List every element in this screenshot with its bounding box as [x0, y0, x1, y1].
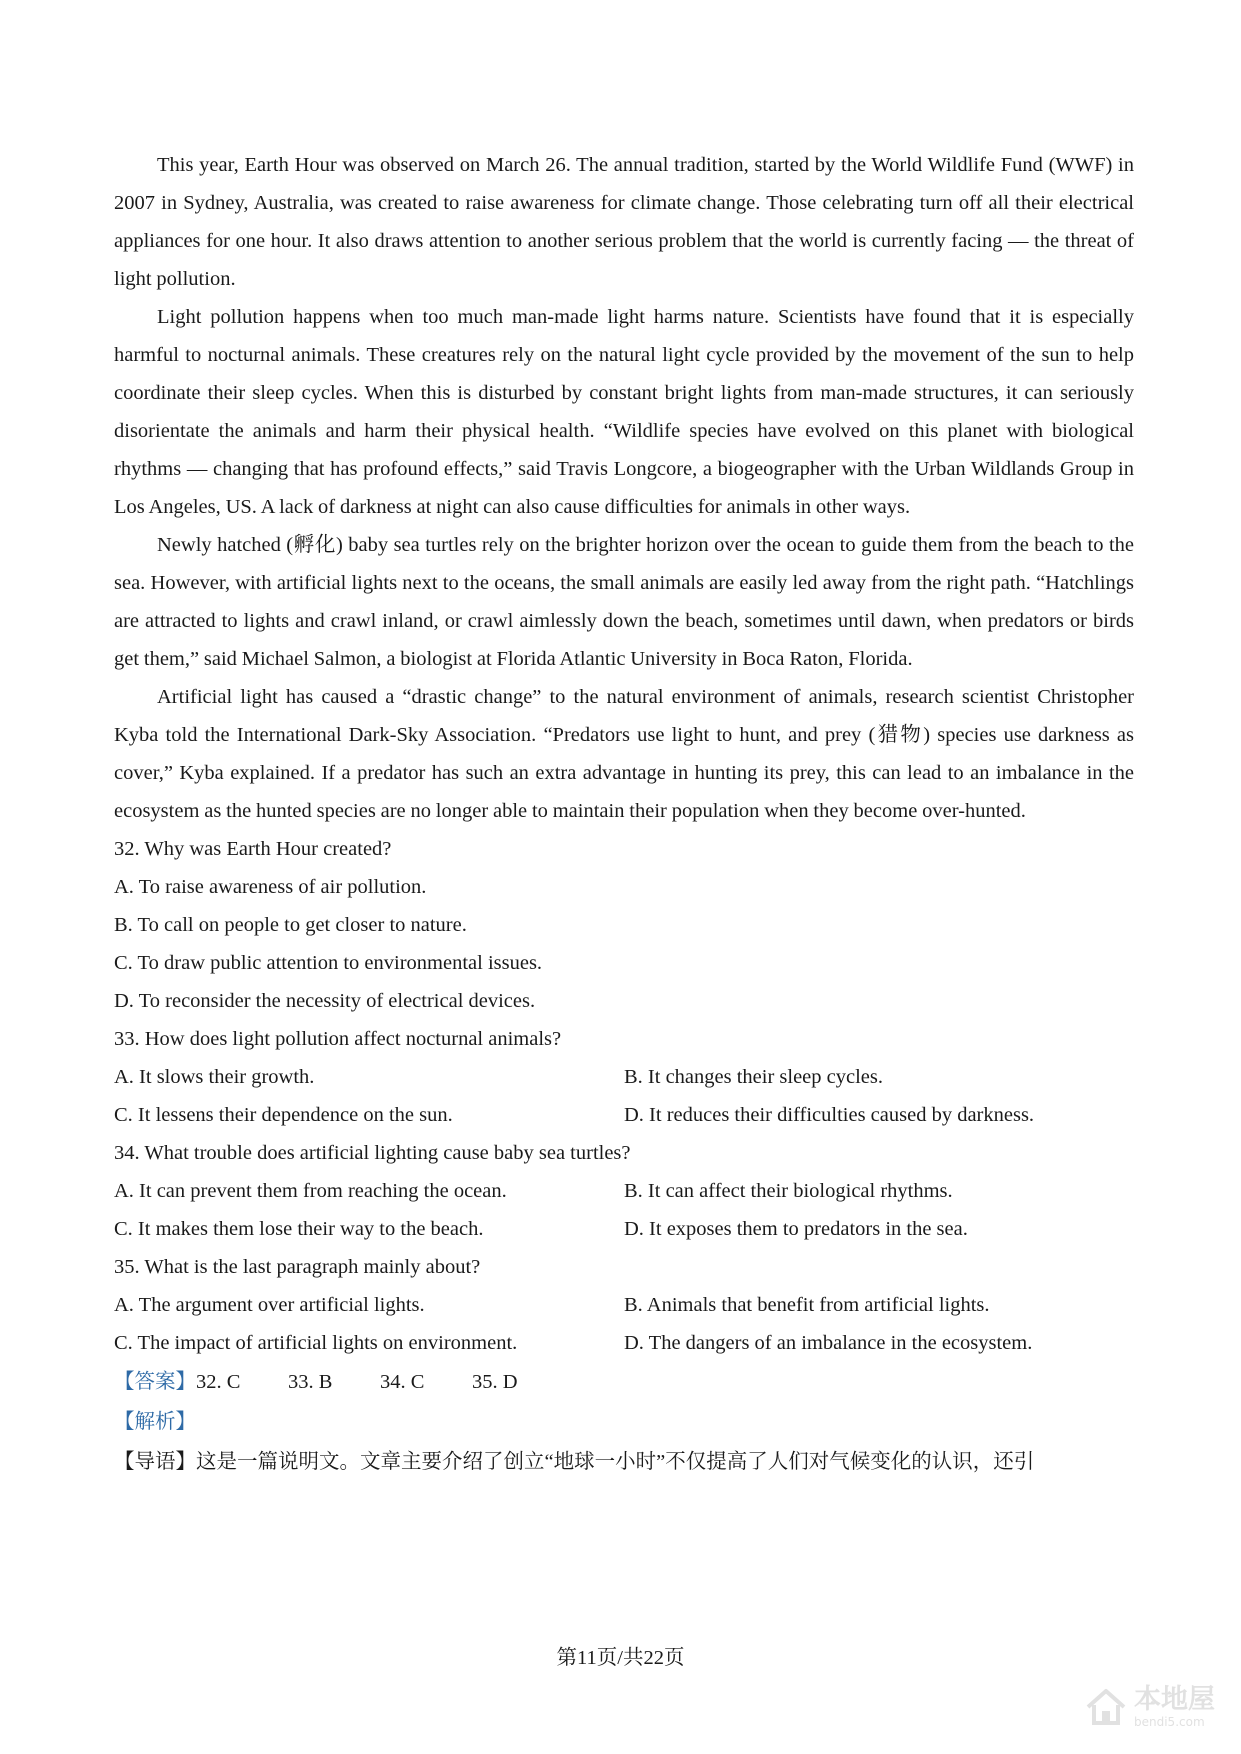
analysis-line [114, 1402, 1134, 1442]
q32-option-c: C. To draw public attention to environmental issues. [114, 952, 543, 974]
q35-options-row-2 [114, 1324, 1134, 1362]
watermark-subtitle: bendi5.com [1134, 1715, 1205, 1729]
passage-paragraph-2: Light pollution happens when too much man-made light harms nature. Scientists have found that it is especially harmful to nocturnal animals. These creatures rely on the natural light cycle provided by the movement of the sun to help coordinate their sleep cycles. When this is disturbed by constant bright lights from man-made structures, it can seriously disorientate the animals and harm their physical health. “Wildlife species have evolved on this planet with biological rhythms — changing that has profound effects,” said Travis Longcore, a biogeographer with the Urban Wildlands Group in Los Angeles, US. A lack of darkness at night can also cause difficulties for animals in other ways. [114, 306, 1134, 518]
q33-option-d: D. It reduces their difficulties caused by darkness. [624, 1104, 1035, 1126]
q35-option-b: B. Animals that benefit from artificial lights. [624, 1294, 990, 1316]
watermark-text [1134, 1686, 1215, 1728]
question-33: 33. How does light pollution affect nocturnal animals? [114, 1028, 562, 1050]
q34-options-row-2 [114, 1210, 1134, 1248]
q34-options-row-1 [114, 1172, 1134, 1210]
q32-option-a: A. To raise awareness of air pollution. [114, 876, 427, 898]
q33-option-a: A. It slows their growth. [114, 1066, 315, 1088]
q33-option-c: C. It lessens their dependence on the sun. [114, 1104, 453, 1126]
q33-option-b: B. It changes their sleep cycles. [624, 1066, 884, 1088]
guide-line [114, 1442, 1134, 1482]
answer-item-35: 35. D [472, 1371, 518, 1393]
house-icon [1084, 1687, 1128, 1727]
q35-options-row-1 [114, 1286, 1134, 1324]
watermark-title: 本地屋 [1134, 1684, 1215, 1715]
guide-label: 【导语】 [114, 1451, 196, 1473]
q34-option-c: C. It makes them lose their way to the beach. [114, 1218, 484, 1240]
q35-option-a: A. The argument over artificial lights. [114, 1294, 425, 1316]
q32-option-b: B. To call on people to get closer to nature. [114, 914, 467, 936]
answer-label: 【答案】 [114, 1371, 196, 1393]
answer-item-34: 34. C [380, 1371, 425, 1393]
guide-text: 这是一篇说明文。文章主要介绍了创立“地球一小时”不仅提高了人们对气候变化的认识，还引 [196, 1451, 1035, 1473]
passage-paragraph-4: Artificial light has caused a “drastic change” to the natural environment of animals, research scientist Christopher Kyba told the International Dark-Sky Association. “Predators use light to hunt, and prey (猎物) species use darkness as cover,” Kyba explained. If a predator has such an extra advantage in hunting its prey, this can lead to an imbalance in the ecosystem as the hunted species are no longer able to maintain their population when they become over-hunted. [114, 686, 1134, 822]
q32-option-d: D. To reconsider the necessity of electrical devices. [114, 990, 536, 1012]
q34-option-a: A. It can prevent them from reaching the ocean. [114, 1180, 507, 1202]
question-32: 32. Why was Earth Hour created? [114, 838, 392, 860]
watermark [1084, 1686, 1215, 1728]
passage-paragraph-3: Newly hatched (孵化) baby sea turtles rely on the brighter horizon over the ocean to guide them from the beach to the sea. However, with artificial lights next to the oceans, the small animals are easily led away from the right path. “Hatchlings are attracted to lights and crawl inland, or crawl aimlessly down the beach, sometimes until dawn, when predators or birds get them,” said Michael Salmon, a biologist at Florida Atlantic University in Boca Raton, Florida. [114, 534, 1134, 670]
passage-paragraph-1: This year, Earth Hour was observed on March 26. The annual tradition, started by the World Wildlife Fund (WWF) in 2007 in Sydney, Australia, was created to raise awareness for climate change. Those celebrating turn off all their electrical appliances for one hour. It also draws attention to another serious problem that the world is currently facing — the threat of light pollution. [114, 154, 1134, 290]
answer-item-32: 32. C [196, 1371, 241, 1393]
document-page [114, 146, 1134, 1482]
q33-options-row-2 [114, 1096, 1134, 1134]
answer-line [114, 1362, 1134, 1402]
q33-options-row-1 [114, 1058, 1134, 1096]
q35-option-c: C. The impact of artificial lights on environment. [114, 1332, 518, 1354]
page-number: 第11页/共22页 [556, 1647, 685, 1669]
q34-option-d: D. It exposes them to predators in the sea. [624, 1218, 968, 1240]
question-35: 35. What is the last paragraph mainly about? [114, 1256, 481, 1278]
q35-option-d: D. The dangers of an imbalance in the ecosystem. [624, 1332, 1033, 1354]
analysis-label: 【解析】 [114, 1411, 196, 1433]
answer-item-33: 33. B [288, 1371, 333, 1393]
question-34: 34. What trouble does artificial lighting cause baby sea turtles? [114, 1142, 631, 1164]
q34-option-b: B. It can affect their biological rhythms. [624, 1180, 953, 1202]
